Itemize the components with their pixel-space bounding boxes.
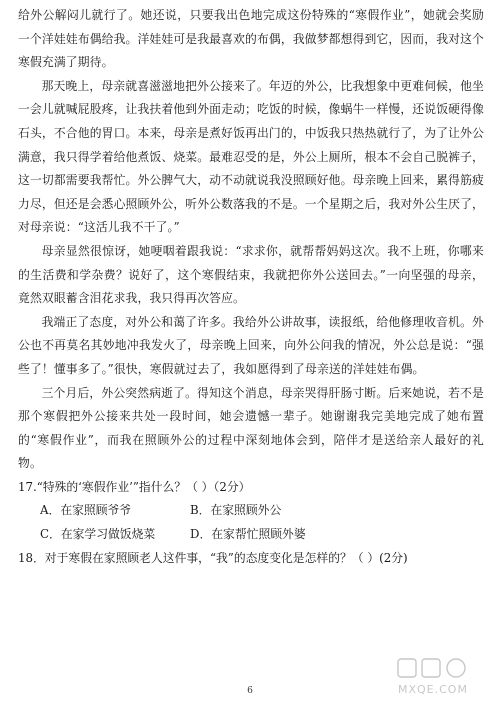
option-a: A．在家照顾爷爷 — [40, 503, 132, 518]
question-17-options-row-1 — [18, 499, 484, 523]
question-18: 18．对于寒假在家照顾老人这件事，“我”的态度变化是怎样的？（ ）(2分) — [18, 550, 408, 565]
question-17: 17.“特殊的‘寒假作业’”指什么？（ ）（2分） — [18, 479, 251, 494]
paragraph-3: 母亲显然很惊讶，她哽咽着跟我说：“求求你，就帮帮妈妈这次。我不上班，你哪来的生活费和学杂费？说好了，这个寒假结束，我就把你外公送回去。”一向坚强的母亲，竟然双眼蓄含泪花求我，我只得再次答应。 — [18, 243, 484, 306]
paragraph-4: 我端正了态度，对外公和蔼了许多。我给外公讲故事，读报纸，给他修理收音机。外公也不再莫名其妙地冲我发火了，母亲晚上回来，向外公问我的情况，外公总是说：“强些了！懂事多了。”很快，寒假就过去了，我如愿得到了母亲送的洋娃娃布偶。 — [18, 314, 484, 376]
question-17-options-row-2 — [18, 523, 484, 547]
page-number: 6 — [247, 686, 253, 696]
option-c: C．在家学习做饭烧菜 — [40, 527, 156, 542]
paragraph-5: 三个月后，外公突然病逝了。得知这个消息，母亲哭得肝肠寸断。后来她说，若不是那个寒假把外公接来共处一段时间，她会遗憾一辈子。她谢谢我完美地完成了她布置的“寒假作业”，而我在照顾外公的过程中深刻地体会到，陪伴才是送给亲人最好的礼物。 — [18, 385, 484, 471]
option-b: B．在家照顾外公 — [190, 503, 282, 518]
watermark-logo — [394, 655, 494, 699]
option-d: D．在家帮忙照顾外婆 — [190, 527, 306, 542]
paragraph-1: 给外公解闷儿就行了。她还说，只要我出色地完成这份特殊的“寒假作业”，她就会奖励一个洋娃娃布偶给我。洋娃娃可是我最喜欢的布偶，我做梦都想得到它，因而，我对这个寒假充满了期待。 — [18, 8, 484, 70]
svg-text:MXQE.COM: MXQE.COM — [398, 683, 468, 696]
paragraph-2: 那天晚上，母亲就喜滋滋地把外公接来了。年迈的外公，比我想象中更难伺候，他坐一会儿就喊屁股疼，让我扶着他到外面走动；吃饭的时候，像蜗牛一样慢，还说饭硬得像石头，不合他的胃口。本来，母亲是煮好饭再出门的，中饭我只热热就行了，为了让外公满意，我只得学着给他煮饭、烧菜。最难忍受的是，外公上厕所，根本不会自己脱裤子，这一切都需要我帮忙。外公脾气大，动不动就说我没照顾好他。母亲晚上回来，累得筋疲力尽，但还是会悉心照顾外公，听外公数落我的不是。一个星期之后，我对外公生厌了，对母亲说：“这活儿我不干了。” — [18, 78, 484, 235]
